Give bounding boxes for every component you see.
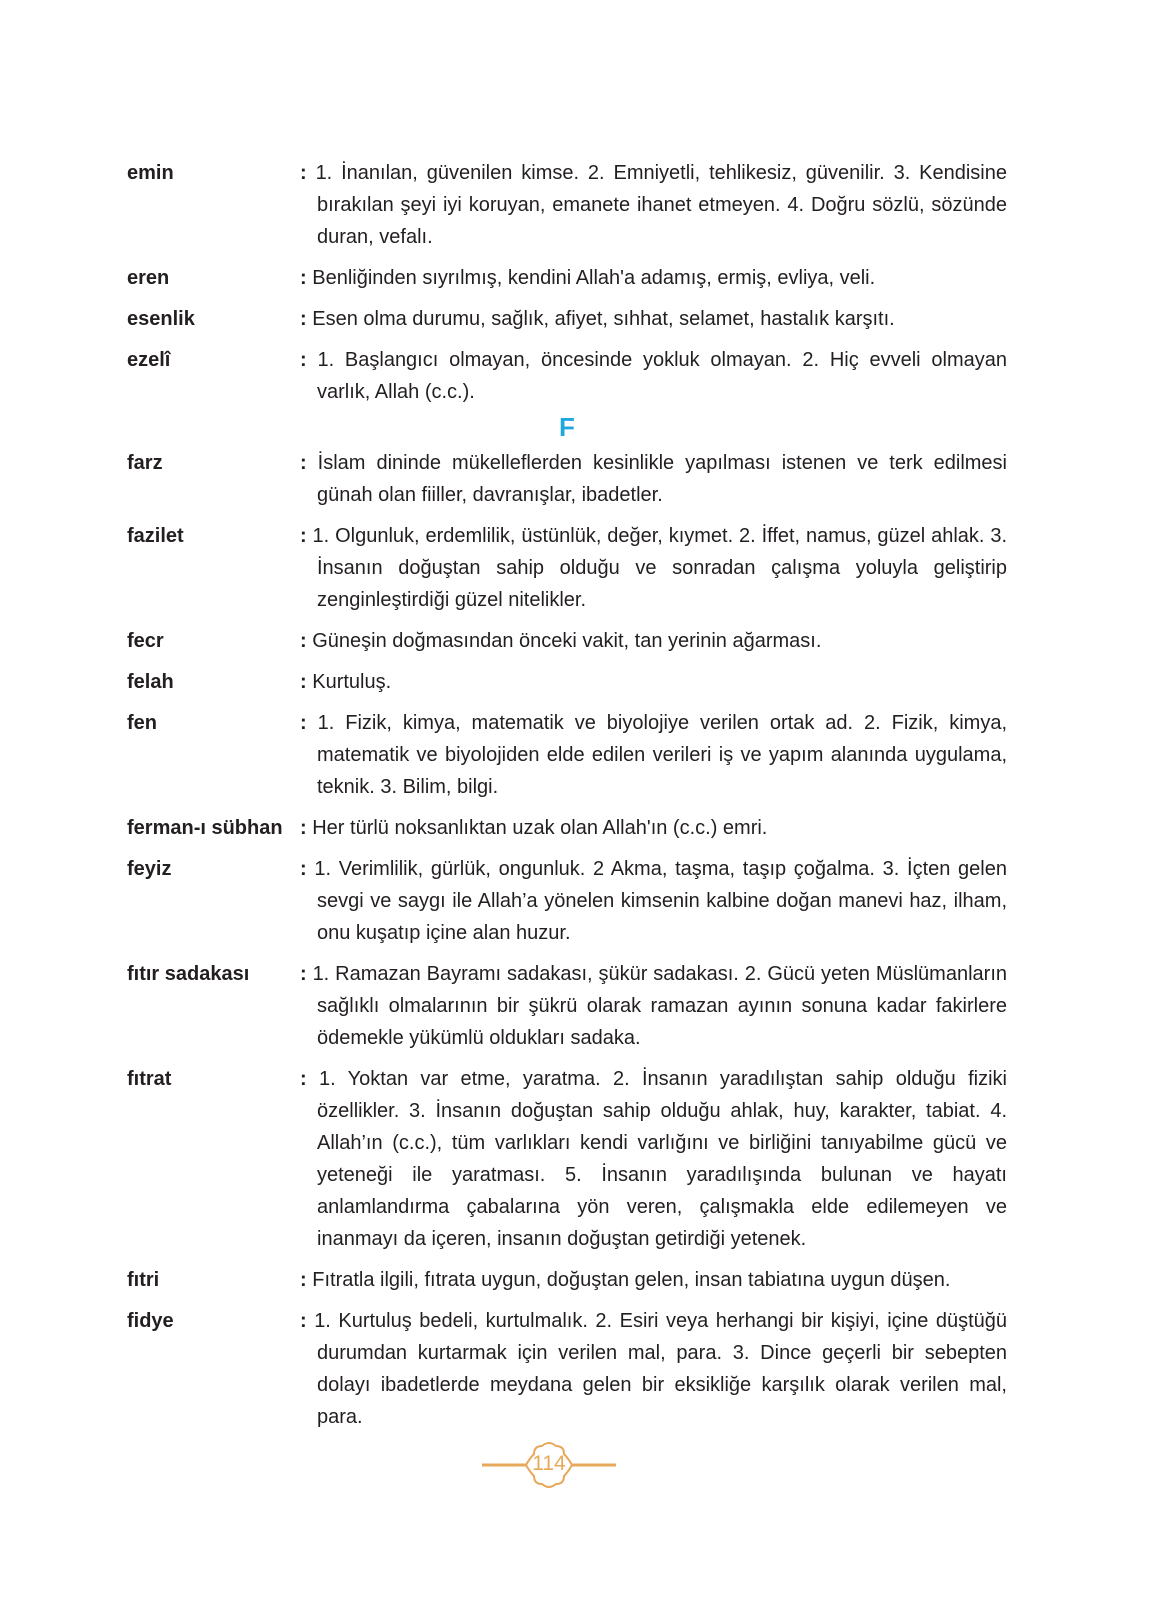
entry-definition xyxy=(300,1063,1007,1255)
definition-text: 1. Olgunluk, erdemlilik, üstünlük, değer, kıymet. 2. İffet, namus, güzel ahlak. 3. İnsanın doğuştan sahip olduğu ve sonradan çalışma yoluyla geliştirip zenginleştirdiği güzel nitelikler. xyxy=(312,525,1008,611)
entry-term: felah xyxy=(127,671,174,693)
entry-definition xyxy=(300,666,1007,698)
page-number-ornament xyxy=(482,1440,616,1490)
glossary-entry xyxy=(127,157,1007,253)
colon-separator: : xyxy=(300,1310,307,1332)
colon-separator: : xyxy=(300,525,307,547)
colon-separator: : xyxy=(300,162,307,184)
entry-definition xyxy=(300,1264,1007,1296)
entry-term: fazilet xyxy=(127,525,184,547)
entry-definition xyxy=(300,812,1007,844)
colon-separator: : xyxy=(300,308,307,330)
entry-definition xyxy=(300,625,1007,657)
colon-separator: : xyxy=(300,858,307,880)
glossary-entry xyxy=(127,520,1007,616)
colon-separator: : xyxy=(300,1269,307,1291)
colon-separator: : xyxy=(300,267,307,289)
glossary-entry xyxy=(127,262,1007,294)
definition-text: Esen olma durumu, sağlık, afiyet, sıhhat, selamet, hastalık karşıtı. xyxy=(312,308,895,330)
colon-separator: : xyxy=(300,452,307,474)
glossary-entry xyxy=(127,1264,1007,1296)
entry-term: fıtır sadakası xyxy=(127,963,250,985)
entry-term: farz xyxy=(127,452,163,474)
entry-term: fıtrat xyxy=(127,1068,172,1090)
entry-definition xyxy=(300,303,1007,335)
glossary-entry xyxy=(127,812,1007,844)
entry-term: fecr xyxy=(127,630,164,652)
definition-text: 1. Verimlilik, gürlük, ongunluk. 2 Akma, taşma, taşıp çoğalma. 3. İçten gelen sevgi ve saygı ile Allah’a yönelen kimsenin kalbine doğan manevi haz, ilham, onu kuşatıp içine alan huzur. xyxy=(314,858,1007,944)
entry-term: feyiz xyxy=(127,858,172,880)
entry-term: eren xyxy=(127,267,170,289)
glossary xyxy=(127,157,1007,1442)
colon-separator: : xyxy=(300,817,307,839)
entry-definition xyxy=(300,520,1007,616)
glossary-entry xyxy=(127,1305,1007,1433)
definition-text: Güneşin doğmasından önceki vakit, tan yerinin ağarması. xyxy=(312,630,822,652)
glossary-entry xyxy=(127,958,1007,1054)
definition-text: 1. Yoktan var etme, yaratma. 2. İnsanın yaradılıştan sahip olduğu fiziki özellikler. 3. İnsanın doğuştan sahip olduğu ahlak, huy, karakter, tabiat. 4. Allah’ın (c.c.), tüm varlıkları kendi varlığını ve birliğini tanıyabilme gücü ve yeteneği ile yaratması. 5. İnsanın yaradılışında bulunan ve hayatı anlamlandırma çabalarına yön veren, çalışmakla elde edilemeyen ve inanmayı da içeren, insanın doğuştan getirdiği yetenek. xyxy=(317,1068,1007,1250)
entry-definition xyxy=(300,958,1007,1054)
glossary-group-f xyxy=(127,447,1007,1433)
definition-text: Her türlü noksanlıktan uzak olan Allah'ın (c.c.) emri. xyxy=(312,817,768,839)
definition-text: 1. Ramazan Bayramı sadakası, şükür sadakası. 2. Gücü yeten Müslümanların sağlıklı olmalarının bir şükrü olarak ramazan ayının sonuna kadar fakirlere ödemekle yükümlü oldukları sadaka. xyxy=(312,963,1007,1049)
definition-text: Fıtratla ilgili, fıtrata uygun, doğuştan gelen, insan tabiatına uygun düşen. xyxy=(312,1269,951,1291)
entry-term: fidye xyxy=(127,1310,174,1332)
definition-text: Benliğinden sıyrılmış, kendini Allah'a adamış, ermiş, evliya, veli. xyxy=(312,267,876,289)
definition-text: 1. Başlangıcı olmayan, öncesinde yokluk olmayan. 2. Hiç evveli olmayan varlık, Allah (c.c.). xyxy=(317,349,1007,403)
definition-text: 1. Kurtuluş bedeli, kurtulmalık. 2. Esiri veya herhangi bir kişiyi, içine düştüğü durumdan kurtarmak için verilen mal, para. 3. Dince geçerli bir sebepten dolayı ibadetlerde meydana gelen bir eksikliğe karşılık olarak verilen mal, para. xyxy=(314,1310,1007,1428)
glossary-entry xyxy=(127,853,1007,949)
entry-term: emin xyxy=(127,162,174,184)
entry-definition xyxy=(300,262,1007,294)
entry-definition xyxy=(300,1305,1007,1433)
glossary-entry xyxy=(127,344,1007,408)
colon-separator: : xyxy=(300,963,307,985)
glossary-entry xyxy=(127,447,1007,511)
glossary-entry xyxy=(127,303,1007,335)
glossary-entry xyxy=(127,1063,1007,1255)
entry-definition xyxy=(300,157,1007,253)
glossary-group-e xyxy=(127,157,1007,408)
entry-term: ferman-ı sübhan xyxy=(127,817,283,839)
definition-text: 1. Fizik, kimya, matematik ve biyolojiye verilen ortak ad. 2. Fizik, kimya, matematik ve biyolojiden elde edilen verileri iş ve yapım alanında uygulama, teknik. 3. Bilim, bilgi. xyxy=(317,712,1008,798)
definition-text: İslam dininde mükelleflerden kesinlikle yapılması istenen ve terk edilmesi günah olan fiiller, davranışlar, ibadetler. xyxy=(317,452,1007,506)
entry-definition xyxy=(300,853,1007,949)
entry-term: fen xyxy=(127,712,157,734)
page-number: 114 xyxy=(532,1452,566,1475)
colon-separator: : xyxy=(300,349,307,371)
entry-term: ezelî xyxy=(127,349,171,371)
colon-separator: : xyxy=(300,630,307,652)
glossary-entry xyxy=(127,625,1007,657)
colon-separator: : xyxy=(300,1068,307,1090)
glossary-entry xyxy=(127,666,1007,698)
entry-definition xyxy=(300,447,1007,511)
entry-term: esenlik xyxy=(127,308,195,330)
entry-term: fıtri xyxy=(127,1269,160,1291)
colon-separator: : xyxy=(300,671,307,693)
glossary-entry xyxy=(127,707,1007,803)
section-letter-heading: F xyxy=(559,412,575,442)
entry-definition xyxy=(300,344,1007,408)
definition-text: 1. İnanılan, güvenilen kimse. 2. Emniyetli, tehlikesiz, güvenilir. 3. Kendisine bırakılan şeyi iyi koruyan, emanete ihanet etmeyen. 4. Doğru sözlü, sözünde duran, vefalı. xyxy=(315,162,1007,248)
colon-separator: : xyxy=(300,712,307,734)
definition-text: Kurtuluş. xyxy=(312,671,392,693)
entry-definition xyxy=(300,707,1007,803)
